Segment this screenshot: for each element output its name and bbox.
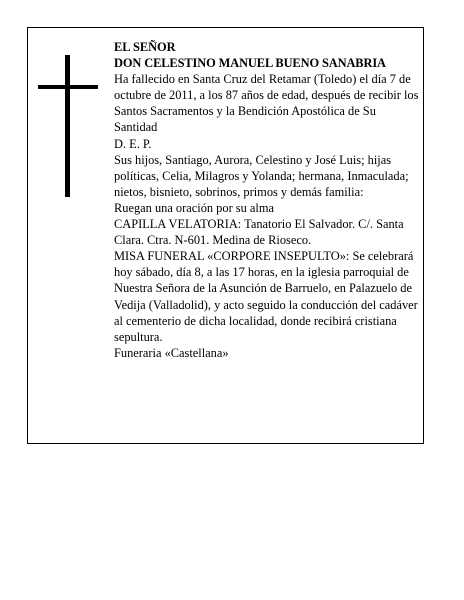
death-announcement: Ha fallecido en Santa Cruz del Retamar (Toledo) el día 7 de octubre de 2011, a los 87 años de edad, después de recibir los Santos Sacramentos y la Bendición Apostólica de Su Santidad xyxy=(114,72,419,135)
cross-vertical-bar xyxy=(65,55,70,197)
obituary-text xyxy=(114,39,420,361)
prayer-request: Ruegan una oración por su alma xyxy=(114,200,274,215)
family-list: Sus hijos, Santiago, Aurora, Celestino y José Luis; hijas políticas, Celia, Milagros y Yolanda; hermana, Inmaculada; nietos, bisnieto, sobrinos, primos y demás familia: xyxy=(114,152,409,199)
rip-text: D. E. P. xyxy=(114,136,152,151)
obituary-frame xyxy=(27,27,424,444)
cross-icon xyxy=(38,55,98,197)
deceased-name: DON CELESTINO MANUEL BUENO SANABRIA xyxy=(114,56,386,71)
funeral-home: Funeraria «Castellana» xyxy=(114,345,229,360)
cross-horizontal-bar xyxy=(38,85,98,89)
chapel-info: CAPILLA VELATORIA: Tanatorio El Salvador. C/. Santa Clara. Ctra. N-601. Medina de Rioseco. xyxy=(114,217,404,248)
obituary-title: EL SEÑOR xyxy=(114,40,176,54)
funeral-info: MISA FUNERAL «CORPORE INSEPULTO»: Se celebrará hoy sábado, día 8, a las 17 horas, en la iglesia parroquial de Nuestra Señora de la Asunción de Barruelo, en Palazuelo de Vedija (Valladolid), y acto seguido la conducción del cadáver al cementerio de dicha localidad, donde recibirá cristiana sepultura. xyxy=(114,249,418,344)
